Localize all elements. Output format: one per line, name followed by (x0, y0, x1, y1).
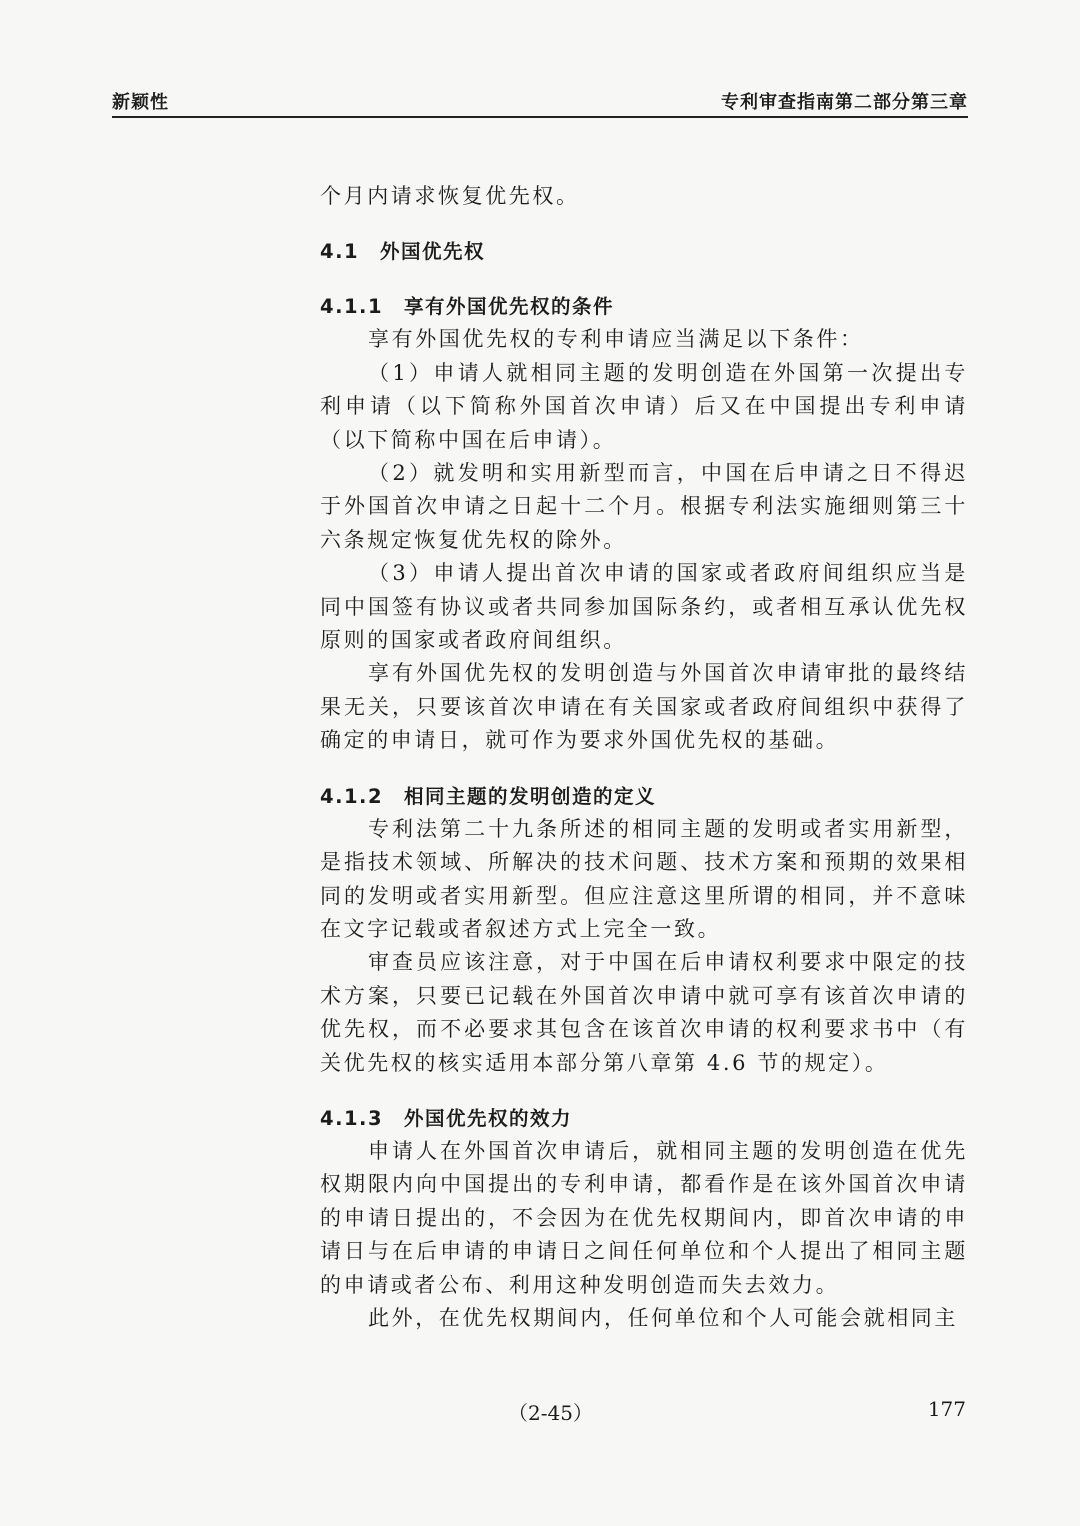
paragraph: 申请人在外国首次申请后，就相同主题的发明创造在优先权期限内向中国提出的专利申请，都看作是在该外国首次申请的申请日提出的，不会因为在优先权期间内，即首次申请的申请日与在后申请的申请日之间任何单位和个人提出了相同主题的申请或者公布、利用这种发明创造而失去效力。 (320, 1138, 968, 1297)
section-heading-4-1 (320, 235, 968, 268)
paragraph-continued: 个月内请求恢复优先权。 (320, 184, 580, 208)
paragraph: 此外，在优先权期间内，任何单位和个人可能会就相同主 (368, 1305, 958, 1330)
section-number: 4.1.2 (320, 784, 384, 808)
paragraph: （3）申请人提出首次申请的国家或者政府间组织应当是同中国签有协议或者共同参加国际条约，或者相互承认优先权原则的国家或者政府间组织。 (320, 561, 968, 653)
header-chapter: 专利审查指南第二部分第三章 (721, 92, 968, 113)
running-header (112, 86, 968, 118)
section-number: 4.1.1 (320, 295, 384, 319)
paragraph: 享有外国优先权的发明创造与外国首次申请审批的最终结果无关，只要该首次申请在有关国家或者政府间组织中获得了确定的申请日，就可作为要求外国优先权的基础。 (320, 661, 968, 753)
section-number: 4.1.3 (320, 1106, 384, 1130)
paragraph: 享有外国优先权的专利申请应当满足以下条件： (368, 327, 864, 352)
section-page-label: （2-45） (508, 1401, 593, 1425)
section-heading-4-1-3 (320, 1102, 968, 1135)
page-number: 177 (927, 1397, 966, 1421)
paragraph: 审查员应该注意，对于中国在后申请权利要求中限定的技术方案，只要已记载在外国首次申请中就可享有该首次申请的优先权，而不必要求其包含在该首次申请的权利要求书中（有关优先权的核实适用本部分第八章第 4.6 节的规定）。 (320, 950, 968, 1075)
paragraph: （1）申请人就相同主题的发明创造在外国第一次提出专利申请（以下简称外国首次申请）后又在中国提出专利申请（以下简称中国在后申请）。 (320, 360, 968, 452)
section-number: 4.1 (320, 240, 360, 264)
section-heading-4-1-2 (320, 780, 968, 813)
paragraph: 专利法第二十九条所述的相同主题的发明或者实用新型，是指技术领域、所解决的技术问题、技术方案和预期的效果相同的发明或者实用新型。但应注意这里所谓的相同，并不意味在文字记载或者叙述方式上完全一致。 (320, 816, 968, 941)
section-title: 外国优先权的效力 (404, 1106, 573, 1130)
section-heading-4-1-1 (320, 290, 968, 323)
header-topic: 新颖性 (112, 92, 169, 113)
page-body (320, 180, 968, 1335)
section-title: 享有外国优先权的条件 (404, 295, 615, 319)
paragraph: （2）就发明和实用新型而言，中国在后申请之日不得迟于外国首次申请之日起十二个月。根据专利法实施细则第三十六条规定恢复优先权的除外。 (320, 461, 968, 552)
section-title: 相同主题的发明创造的定义 (404, 784, 657, 808)
section-title: 外国优先权 (380, 240, 486, 264)
